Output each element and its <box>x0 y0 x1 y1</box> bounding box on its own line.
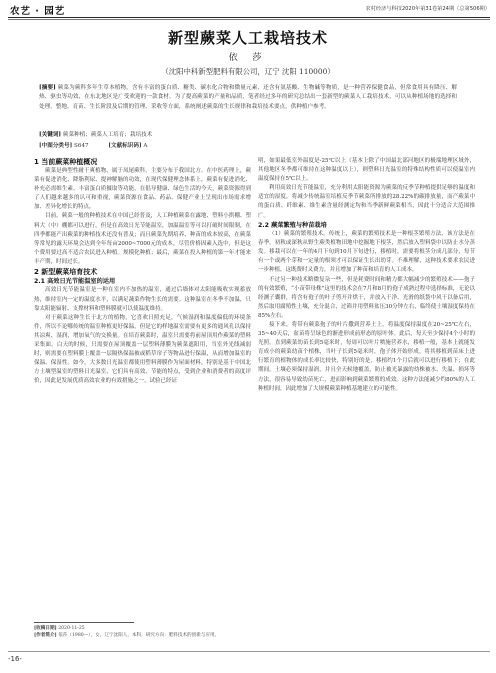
paragraph: 蕨菜是典型性耐干爽植物，属于凤尾蕨科，主要分布于我国北方。在中医药理上，蕨菜有促进消化、降脂利尿、提神解脑的功效，在现代保健理念体系上，蕨菜有促进消化、补充必需维生素、丰富蛋白质摄取等功能，在倡导健康、绿色生活的今天，蕨菜资源得到了人们越来越多的认可和重视，蕨菜资源在食品、药品、保健产业上呈现出市场需求增加、差异化增长的特点。 <box>34 168 251 211</box>
paragraph: 利用高效日光节能温室，充分利用太阳能资源为蕨菜的反季节种植提供足够的温度和适宜的湿度，将减少传统温室培植反季节蕨菜所排放的28.22%的碳排放量，而产蕨菜中的蛋白质、纤维素、维生素含量经测定均和当季新鲜蕨菜相当，因此十分适合大范围推广。 <box>258 185 475 219</box>
right-column <box>258 157 475 394</box>
received-value: 2020-11-25 <box>58 626 85 631</box>
author-bio <box>34 632 284 639</box>
header-rule-thin <box>8 19 490 20</box>
paragraph: 接下来，将带有蕨菜孢子的叶片撒到营养土上，将温度保持温度在20~25℃左右，35~40天后，盆苗将呈绿色的渐进形成前形态的原叶体。此后，每天至少保持4个小时的光照。直到蕨菜幼苗长到5毫米时，每周可以叶片喷施营养水，移植一般，基本上就能发育成小的蕨菜幼苗个植株，当叶子长到5毫米时，孢子体开始形成。将其移植到苗床上进行繁育的植物体的成长率比较快，特别好的是，移植约1个月后就可以进行移植下；在此期间，土壤必须保持湿润，并且全天候地覆盖，防止被光暴露的幼株被水、失温、损坏等方法，很容易导致幼苗死亡，进而影响到蕨菜繁殖的成效。这种方法能减少约80%的人工种植时间，因此增加了大规模蕨菜种植基地建立的可能性。 <box>258 322 475 392</box>
footer-rule <box>8 651 490 652</box>
header-rule <box>8 17 490 18</box>
section-heading: 2.1 高效日光节能温室的运用 <box>34 278 116 286</box>
author-affiliation: （沈阳中科新型肥料有限公司，辽宁 沈阳 110000） <box>161 67 335 76</box>
classification <box>39 141 457 149</box>
footnote <box>34 625 284 639</box>
paragraph: （1）蕨菜的繁殖技术。传统上，蕨菜的繁殖技术是一种根茎繁殖方法，该方法是在春季，初秋或深秋从野生蕨类植物田地中挖掘地下根茎，然后放入塑料袋中以防止水分蒸发。移栽可以在一年的4月下旬到10月下旬进行，移植时，需要将根茎分成几部分，每节有一个或两个芽和一定量的根须才可以保证生长出幼芽。不难理解，这种技术要求农民进一步种植，这既费时又费力，并且增加了种苗和培育的人工成本。 <box>258 231 475 274</box>
journal-info: 农村经济与科技2020年第31卷第24期（总第506期） <box>365 6 490 12</box>
footnote-rule <box>34 622 134 623</box>
author-bio-text: 依莎（1980—），女，辽宁沈阳人，本科，研究方向：肥料技术的创新与应用。 <box>58 633 220 638</box>
page-number: -16- <box>8 655 22 663</box>
doc-group <box>108 143 147 149</box>
clc-value: S647 <box>74 143 89 149</box>
paragraph: 明，如果最低室外温度是-25℃以上（基本上除了中国最北部河地区的极端地理区域外，其他地区冬季都可维持在这种温度以上），则塑料日光温室的特殊结构性质可以使温室内温度保持在5℃以上。 <box>258 158 475 183</box>
paragraph: 高效日光节能温室是一种在室内不加热的温室，通过后墙体对太阳能吸收实现蓄放热，维持室内一定的温度水平，以满足蔬菜作物生长的需要。这种温室在冬季不加温，只靠太阳能辐射、支撑材料和塑料膜就可以使温度维持。 <box>34 287 251 312</box>
article-author: 依 莎 <box>228 53 268 63</box>
received-date <box>34 625 284 632</box>
keywords <box>39 130 457 138</box>
section-label: 农艺 · 园艺 <box>10 6 66 17</box>
section-heading: 2.2 蕨菜繁殖与种苗栽培 <box>258 221 327 229</box>
keywords-text: 蕨菜种植；蕨菜人工培育；栽培技术 <box>62 132 153 138</box>
paragraph: 不过另一种技术略微复杂一些，但是耗费时间和精力都大幅减少的繁殖技术——孢子的有效繁殖，“小苗带母株”这里的技术会在7月和8月的孢子成熟过程中选择标准，无论以经测子囊群，将含有孢子的叶子剪开并烘干，并放入干净、光滑的纸袋中风干以备后用，然后取用腐殖性土壤，充分混合，过筛并用塑料盆压30分钟左右，临终使土壤湿度保持在85%左右。 <box>258 276 475 319</box>
doc-value: A <box>143 143 148 149</box>
author-bio-label: [作者简介] <box>34 633 57 638</box>
running-header <box>8 3 490 17</box>
received-label: [收稿日期] <box>34 626 57 631</box>
article-title: 新型蕨菜人工栽培技术 <box>167 29 328 47</box>
abstract <box>39 84 457 112</box>
section-heading: 2 新型蕨菜培育技术 <box>34 268 98 277</box>
paragraph: 目前，蕨菜一般的种植技术在中国已经普及，人工种植蕨菜在露地、塑料小拱棚、塑料大（中）棚都可以进行。但是在高效日光节能温室，加温温室等可以打破时间限制，在四季都能产出蕨菜的种植技术还没有普及；而且蕨菜先期培养、种苗的成本较高，在蕨菜等常见的露天环境会达到全年每亩2000~7000元的成本。尽管价格因素入选中，但是这个费用要过高不适合农民进入种植。规模化种植；最后，蕨菜在投入种植的第一年才能来丰产期，时间过长。 <box>34 213 251 265</box>
keywords-label: [关键词] <box>39 132 62 138</box>
doc-label: [文献标识码] <box>108 143 142 149</box>
abstract-text: 蕨菜为蕨科多年生草本植物，含有丰富的蛋白质、糖类、碳水化合物和微量元素，还含有氨基酸、生物碱等物质，是一种营养保健食品，但常食用具有降压、解热、驱虫等功效，在东北地区是广受欢迎的一款食材。为了提高蕨菜的产量和品质，笔者经过多年的研究总结出一套新型的蕨菜人工栽培技术，可以从种植场地的选择和处理、整地、育苗、生长阶段及后期的管理、采收等方面，系统阐述蕨菜的生长规律和栽培技术要点，供种植户参考。 <box>39 85 457 110</box>
abstract-label: [摘要] <box>39 85 56 91</box>
left-column <box>34 157 251 386</box>
paragraph: 对于蕨菜这种生长于北方的植物，它喜欢日照充足，气候湿润和温度偏低的环境条件，所以不论哪传统的温室种植更好保温，但是它的样地温室需要有更多的通风孔以保持其凉爽、湿润，增加氧气的交换量。在培育蕨菜时，温室只需要将前屋顶用作蕨菜的塑料采集面，白天的时候，只需要在屋顶覆盖一层塑料薄膜为蕨菜遮阳用，当室外光线减弱时，则需要在塑料膜上覆盖一层隔热保温被或稻草帘子等物品进行保温，从而增加温室的保温、保湿性。如今，大多数日光温室都使用塑料薄膜作为屋面材料，特别是基于中国北方土壤型温室的塑料日光温室，它们具有高效、节能的特点，受到企业和消费者的高度评价，因此是发展优质高效农业的有效措施之一。试验已经证 <box>34 314 251 385</box>
clc-group <box>39 143 89 149</box>
section-heading: 1 当前蕨菜种植概况 <box>34 158 98 166</box>
clc-label: [中图分类号] <box>39 143 73 149</box>
